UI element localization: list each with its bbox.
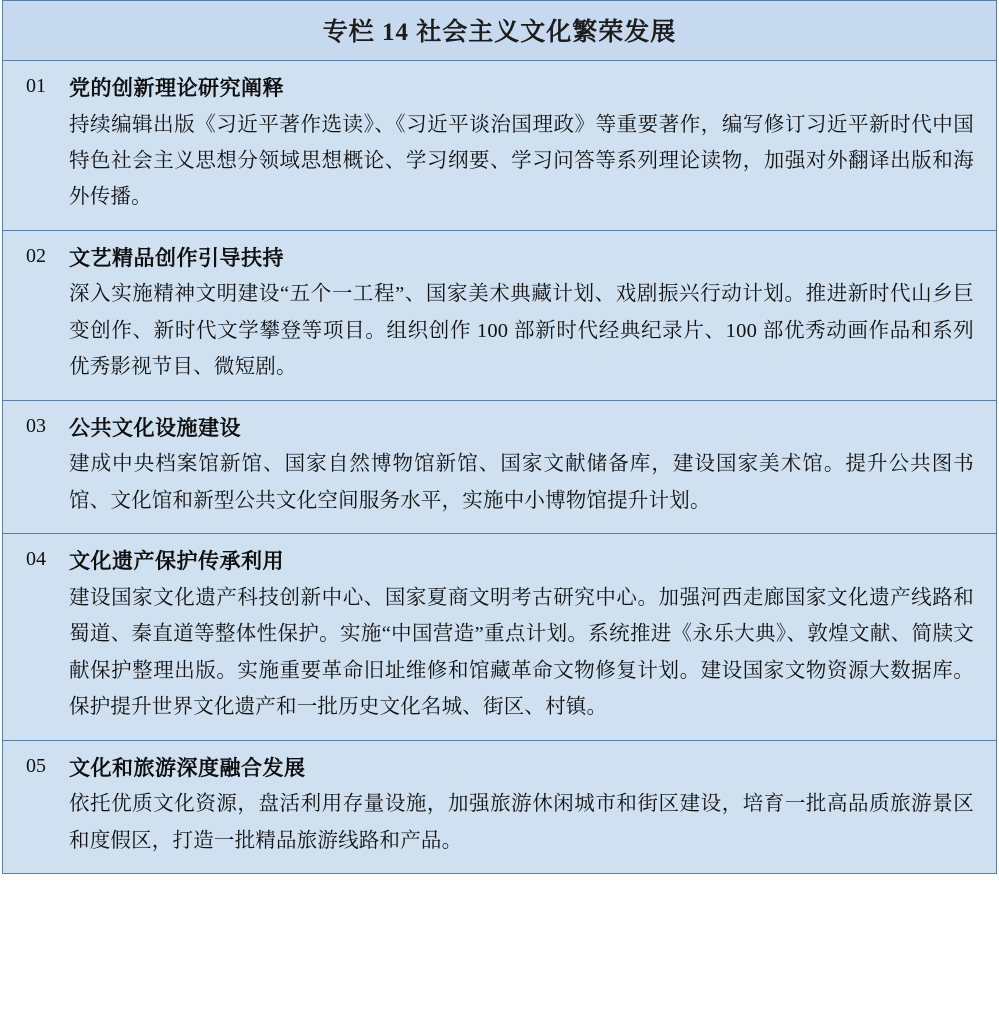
list-item	[3, 741, 996, 873]
list-item	[3, 61, 996, 231]
list-item	[3, 534, 996, 740]
item-content	[69, 534, 996, 739]
list-item	[3, 231, 996, 401]
item-number: 02	[26, 244, 46, 267]
item-heading: 公共文化设施建设	[69, 415, 241, 440]
item-body: 依托优质文化资源，盘活利用存量设施，加强旅游休闲城市和街区建设，培育一批高品质旅游景区和度假区，打造一批精品旅游线路和产品。	[69, 793, 974, 852]
item-heading: 文化遗产保护传承利用	[69, 549, 284, 574]
item-heading: 文化和旅游深度融合发展	[69, 755, 306, 780]
box-title: 专栏 14 社会主义文化繁荣发展	[322, 19, 677, 46]
item-number: 03	[26, 414, 46, 437]
item-content	[69, 401, 996, 533]
item-number: 05	[26, 754, 46, 777]
box-title-row	[3, 1, 996, 61]
item-number: 01	[26, 75, 46, 97]
item-content	[69, 741, 996, 873]
feature-box	[2, 0, 997, 874]
item-number: 04	[26, 548, 46, 571]
item-content	[69, 61, 996, 230]
item-content	[69, 231, 996, 400]
item-body: 深入实施精神文明建设“五个一工程”、国家美术典藏计划、戏剧振兴行动计划。推进新时代山乡巨变创作、新时代文学攀登等项目。组织创作 100 部新时代经典纪录片、100 部优秀动画作品和系列优秀影视节目、微短剧。	[69, 283, 974, 379]
item-heading: 党的创新理论研究阐释	[69, 76, 284, 100]
list-item	[3, 401, 996, 534]
item-body: 建设国家文化遗产科技创新中心、国家夏商文明考古研究中心。加强河西走廊国家文化遗产线路和蜀道、秦直道等整体性保护。实施“中国营造”重点计划。系统推进《永乐大典》、敦煌文献、简牍文献保护整理出版。实施重要革命旧址维修和馆藏革命文物修复计划。建设国家文物资源大数据库。保护提升世界文化遗产和一批历史文化名城、街区、村镇。	[69, 586, 974, 719]
item-body: 建成中央档案馆新馆、国家自然博物馆新馆、国家文献储备库，建设国家美术馆。提升公共图书馆、文化馆和新型公共文化空间服务水平，实施中小博物馆提升计划。	[69, 453, 974, 512]
item-body: 持续编辑出版《习近平著作选读》、《习近平谈治国理政》等重要著作，编写修订习近平新时代中国特色社会主义思想分领域思想概论、学习纲要、学习问答等系列理论读物，加强对外翻译出版和海外传播。	[69, 113, 974, 209]
item-heading: 文艺精品创作引导扶持	[69, 245, 284, 270]
